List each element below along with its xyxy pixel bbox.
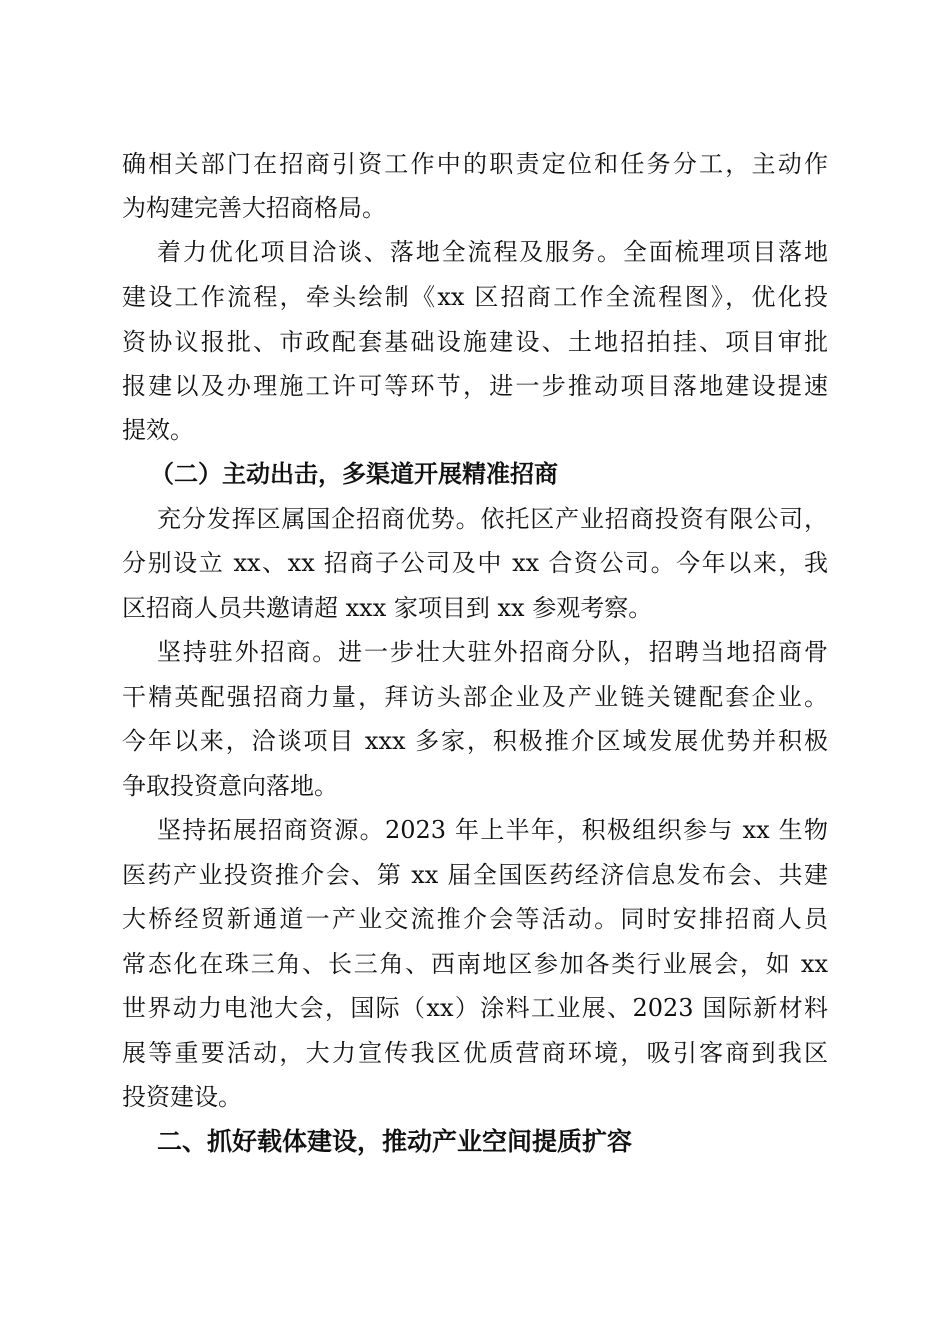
paragraph-line: 建设工作流程，牵头绘制《xx 区招商工作全流程图》，优化投 [122,283,828,311]
paragraph-line: 展等重要活动，大力宣传我区优质营商环境，吸引客商到我区 [122,1039,828,1067]
paragraph-line: 提效。 [122,416,194,444]
paragraph-line: 干精英配强招商力量，拜访头部企业及产业链关键配套企业。 [122,683,828,711]
paragraph-line: 为构建完善大招商格局。 [122,194,386,222]
paragraph-line: 投资建设。 [122,1083,242,1111]
paragraph-line: 分别设立 xx、xx 招商子公司及中 xx 合资公司。今年以来，我 [122,549,828,577]
paragraph-line: 世界动力电池大会，国际（xx）涂料工业展、2023 国际新材料 [122,994,828,1022]
paragraph-line: 大桥经贸新通道一产业交流推介会等活动。同时安排招商人员 [122,905,828,933]
section-heading: 二、抓好载体建设，推动产业空间提质扩容 [157,1127,633,1156]
paragraph-line: 报建以及办理施工许可等环节，进一步推动项目落地建设提速 [122,372,828,400]
paragraph-line: 医药产业投资推介会、第 xx 届全国医药经济信息发布会、共建 [122,861,828,889]
paragraph-line: 坚持拓展招商资源。2023 年上半年，积极组织参与 xx 生物 [157,816,828,844]
section-subheading: （二）主动出击，多渠道开展精准招商 [150,459,558,488]
paragraph-line: 资协议报批、市政配套基础设施建设、土地招拍挂、项目审批 [122,328,828,356]
paragraph-line: 今年以来，洽谈项目 xxx 多家，积极推介区域发展优势并积极 [122,727,828,755]
paragraph-line: 常态化在珠三角、长三角、西南地区参加各类行业展会，如 xx [122,950,828,978]
paragraph-line: 坚持驻外招商。进一步壮大驻外招商分队，招聘当地招商骨 [157,638,828,666]
paragraph-line: 确相关部门在招商引资工作中的职责定位和任务分工，主动作 [122,150,828,178]
paragraph-line: 充分发挥区属国企招商优势。依托区产业招商投资有限公司， [157,505,828,533]
paragraph-line: 区招商人员共邀请超 xxx 家项目到 xx 参观考察。 [122,594,653,622]
paragraph-line: 着力优化项目洽谈、落地全流程及服务。全面梳理项目落地 [157,238,828,266]
paragraph-line: 争取投资意向落地。 [122,772,338,800]
